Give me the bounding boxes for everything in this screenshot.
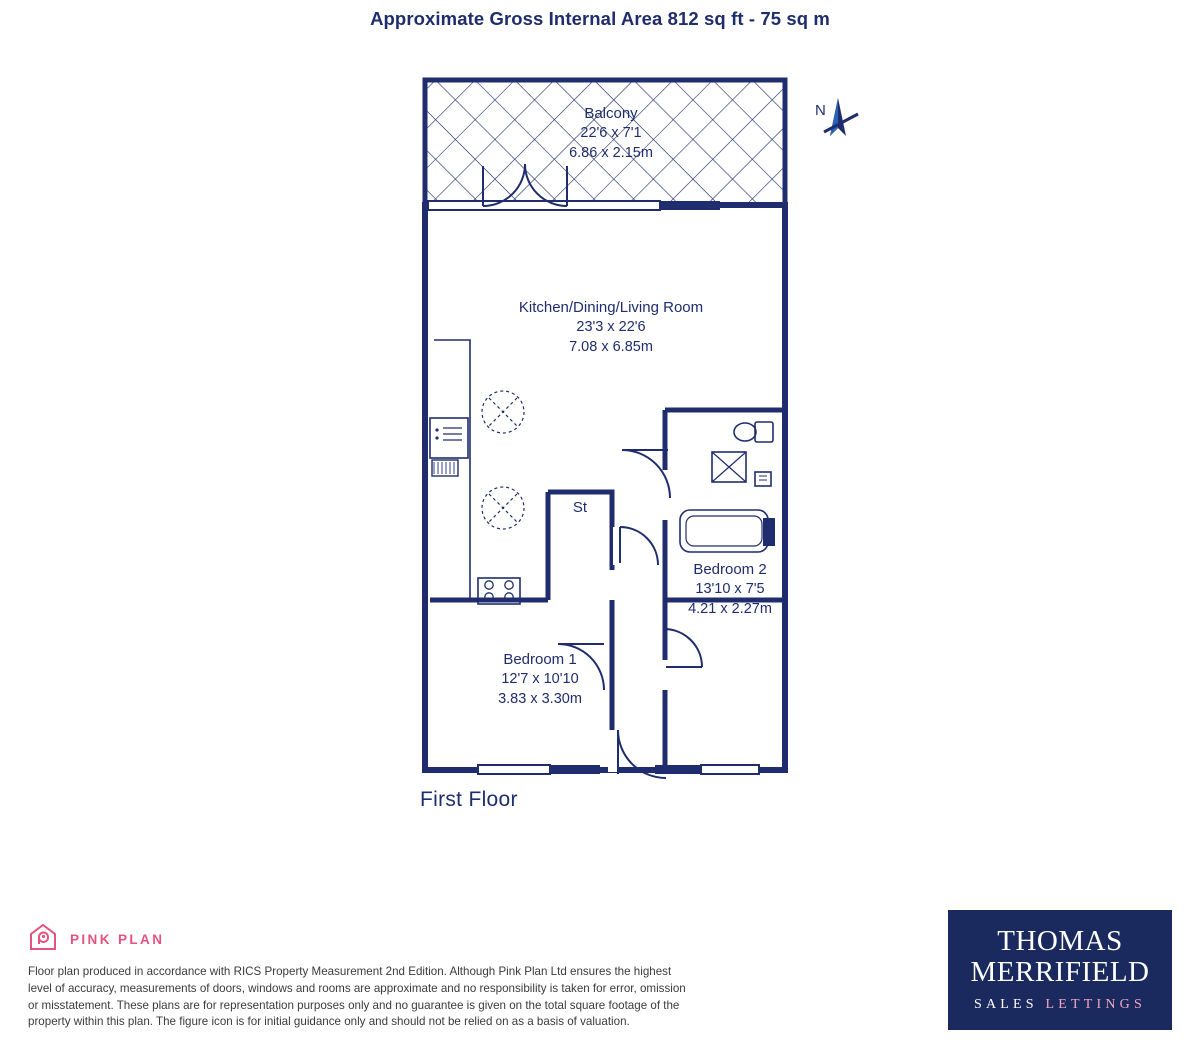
- room-label-kitchen-dining-living: [511, 298, 711, 357]
- page-title: Approximate Gross Internal Area 812 sq ft - 75 sq m: [370, 8, 830, 29]
- footer: [0, 900, 1200, 1048]
- room-dim-metric: 6.86 x 2.15m: [569, 144, 653, 161]
- pinkplan-house-icon: [28, 922, 58, 957]
- room-dim-imperial: 12'7 x 10'10: [501, 671, 579, 688]
- room-dim-metric: 3.83 x 3.30m: [498, 690, 582, 707]
- agent-tagline-lettings: LETTINGS: [1045, 997, 1146, 1013]
- room-label-bedroom-1: [455, 650, 625, 709]
- agent-name-line2: MERRIFIELD: [970, 955, 1150, 988]
- room-name: Kitchen/Dining/Living Room: [518, 299, 704, 316]
- agent-tagline-sales: SALES: [974, 997, 1038, 1013]
- room-name: Bedroom 1: [503, 651, 577, 668]
- room-label-balcony: [511, 104, 711, 163]
- room-name: Balcony: [584, 105, 638, 122]
- room-dim-metric: 7.08 x 6.85m: [569, 338, 653, 355]
- agent-name-line1: THOMAS: [997, 925, 1123, 957]
- room-name: Bedroom 2: [693, 561, 767, 578]
- room-label-bedroom-2: [645, 560, 815, 619]
- agent-logo: [948, 910, 1172, 1030]
- compass-icon: [824, 98, 858, 136]
- room-dim-imperial: 13'10 x 7'5: [695, 581, 765, 598]
- pinkplan-wordmark: PINK PLAN: [70, 932, 165, 947]
- disclaimer-text: Floor plan produced in accordance with RICS Property Measurement 2nd Edition. Although Pink Plan Ltd ensures the highest level of accuracy, measurements of doors, windows and rooms are approximate and no responsibility is taken for error, omission or misstatement. These plans are for representation purposes only and no guarantee is given on the total square footage of the property within this plan. The figure icon is for initial guidance only and should not be relied on as a basis of valuation.: [28, 965, 686, 1029]
- pinkplan-brand: [28, 922, 164, 957]
- compass-north-label: N: [815, 102, 826, 119]
- room-dim-imperial: 23'3 x 22'6: [576, 319, 646, 336]
- agent-tagline: [948, 997, 1172, 1013]
- room-dim-imperial: 22'6 x 7'1: [580, 125, 642, 142]
- room-name: St: [572, 499, 588, 516]
- room-dim-metric: 4.21 x 2.27m: [688, 600, 772, 617]
- room-label-storage: [545, 498, 615, 518]
- floor-name-label: First Floor: [420, 788, 518, 811]
